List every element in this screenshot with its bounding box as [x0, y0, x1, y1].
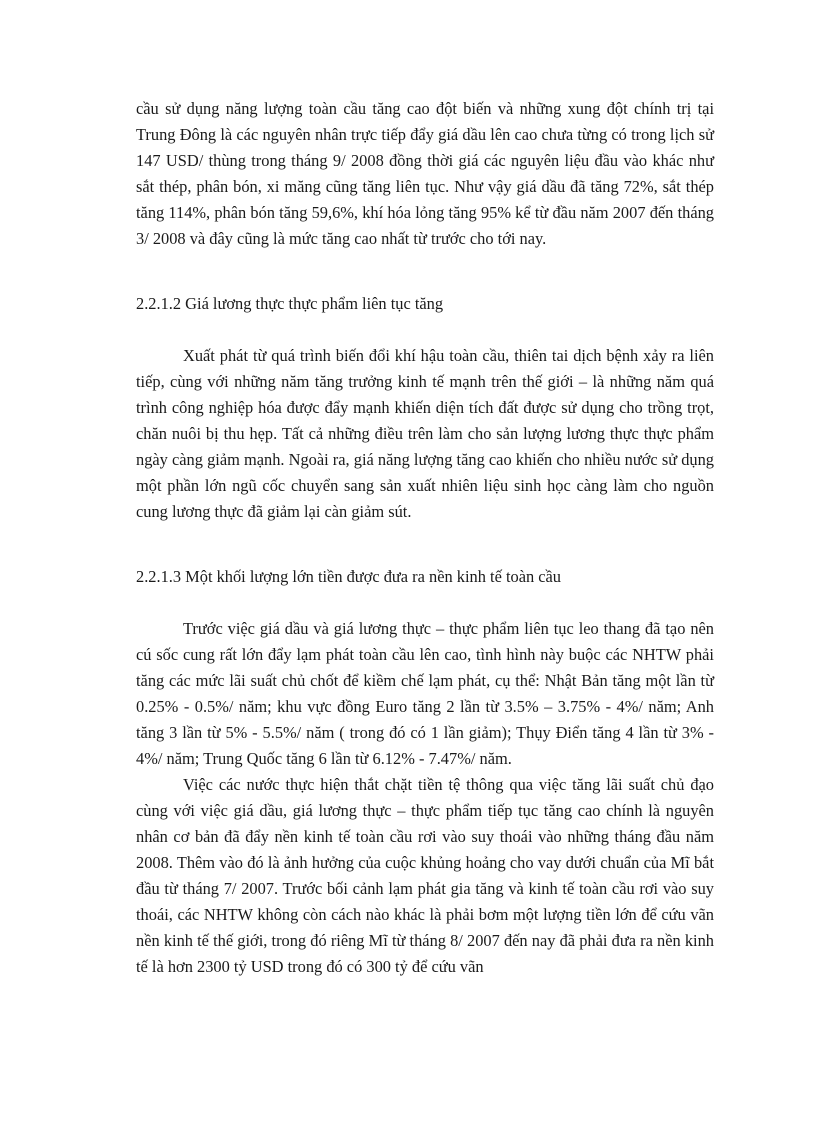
paragraph-block-1	[136, 96, 714, 252]
paragraph-block-3	[136, 616, 714, 980]
paragraph-food-prices: Xuất phát từ quá trình biến đổi khí hậu toàn cầu, thiên tai dịch bệnh xảy ra liên tiếp, cùng với những năm tăng trưởng kinh tế mạnh trên thế giới – là những năm quá trình công nghiệp hóa được đẩy mạnh khiến diện tích đất được sử dụng cho trồng trọt, chăn nuôi bị thu hẹp. Tất cả những điều trên làm cho sản lượng lương thực thực phẩm ngày càng giảm mạnh. Ngoài ra, giá năng lượng tăng cao khiến cho nhiều nước sử dụng một phần lớn ngũ cốc chuyển sang sản xuất nhiên liệu sinh học càng làm cho nguồn cung lương thực đã giảm lại càn giảm sút.	[136, 346, 714, 521]
paragraph-oil-price-continuation: cầu sử dụng năng lượng toàn cầu tăng cao đột biến và những xung đột chính trị tại Trung Đông là các nguyên nhân trực tiếp đẩy giá dầu lên cao chưa từng có trong lịch sử 147 USD/ thùng trong tháng 9/ 2008 đồng thời giá các nguyên liệu đầu vào khác như sắt thép, phân bón, xi măng cũng tăng liên tục. Như vậy giá dầu đã tăng 72%, sắt thép tăng 114%, phân bón tăng 59,6%, khí hóa lỏng tăng 95% kể từ đầu năm 2007 đến tháng 3/ 2008 và đây cũng là mức tăng cao nhất từ trước cho tới nay.	[136, 99, 714, 248]
section-heading-block-2212	[136, 291, 714, 317]
section-heading-block-2213	[136, 564, 714, 590]
paragraph-monetary-tightening: Việc các nước thực hiện thắt chặt tiền tệ thông qua việc tăng lãi suất chủ đạo cùng với việc giá dầu, giá lương thực – thực phẩm tiếp tục tăng cao chính là nguyên nhân cơ bản đã đẩy nền kinh tế toàn cầu rơi vào suy thoái vào những tháng đầu năm 2008. Thêm vào đó là ảnh hưởng của cuộc khủng hoảng cho vay dưới chuẩn của Mĩ bắt đầu từ tháng 7/ 2007. Trước bối cảnh lạm phát gia tăng và kinh tế toàn cầu rơi vào suy thoái, các NHTW không còn cách nào khác là phải bơm một lượng tiền lớn để cứu vãn nền kinh tế thế giới, trong đó riêng Mĩ từ tháng 8/ 2007 đến nay đã phải đưa ra nền kinh tế là hơn 2300 tỷ USD trong đó có 300 tỷ để cứu vãn	[136, 775, 714, 976]
paragraph-block-2	[136, 343, 714, 525]
paragraph-interest-rates: Trước việc giá dầu và giá lương thực – thực phẩm liên tục leo thang đã tạo nên cú sốc cung rất lớn đẩy lạm phát toàn cầu lên cao, tình hình này buộc các NHTW phải tăng các mức lãi suất chủ chốt để kiềm chế lạm phát, cụ thể: Nhật Bản tăng một lần từ 0.25% - 0.5%/ năm; khu vực đồng Euro tăng 2 lần từ 3.5% – 3.75% - 4%/ năm; Anh tăng 3 lần từ 5% - 5.5%/ năm ( trong đó có 1 lần giảm); Thụy Điển tăng 4 lần từ 3% - 4%/ năm; Trung Quốc tăng 6 lần từ 6.12% - 7.47%/ năm.	[136, 619, 714, 768]
section-heading-2-2-1-2: 2.2.1.2 Giá lương thực thực phẩm liên tục tăng	[136, 294, 444, 313]
section-heading-2-2-1-3: 2.2.1.3 Một khối lượng lớn tiền được đưa ra nền kinh tế toàn cầu	[136, 567, 562, 586]
